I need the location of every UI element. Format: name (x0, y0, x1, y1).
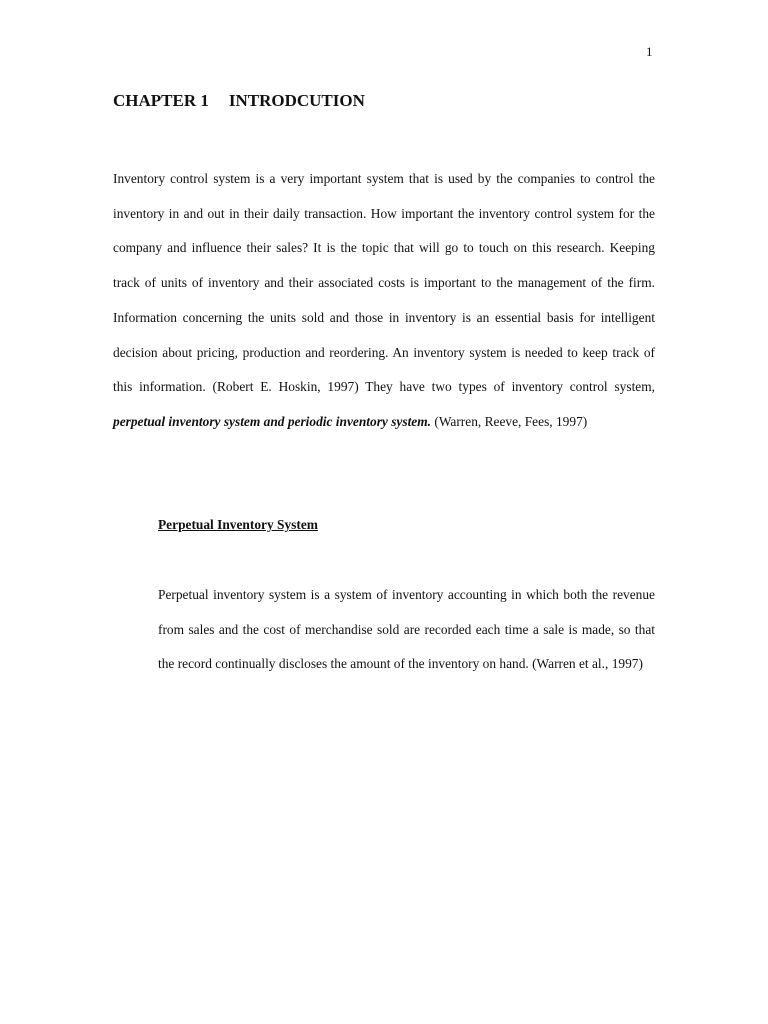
page-number: 1 (646, 44, 653, 59)
chapter-title (113, 91, 365, 111)
intro-paragraph (113, 162, 655, 440)
intro-citation: (Warren, Reeve, Fees, 1997) (431, 413, 588, 429)
perpetual-paragraph: Perpetual inventory system is a system of inventory accounting in which both the revenue from sales and the cost of merchandise sold are recorded each time a sale is made, so that the record continually discloses the amount of the inventory on hand. (Warren et al., 1997) (158, 587, 655, 672)
chapter-number: CHAPTER 1 (113, 91, 209, 110)
intro-emphasis-text: perpetual inventory system and periodic inventory system. (113, 413, 432, 429)
chapter-heading-text: INTRODCUTION (228, 91, 365, 110)
intro-body-text: Inventory control system is a very important system that is used by the companies to control the inventory in and out in their daily transaction. How important the inventory control system for the company and influence their sales? It is the topic that will go to touch on this research. Keeping track of units of inventory and their associated costs is important to the management of the firm. Information concerning the units sold and those in inventory is an essential basis for intelligent decision about pricing, production and reordering. An inventory system is needed to keep track of this information. (Robert E. Hoskin, 1997) They have two types of inventory control system, (113, 171, 655, 395)
section-heading: Perpetual Inventory System (158, 517, 318, 532)
